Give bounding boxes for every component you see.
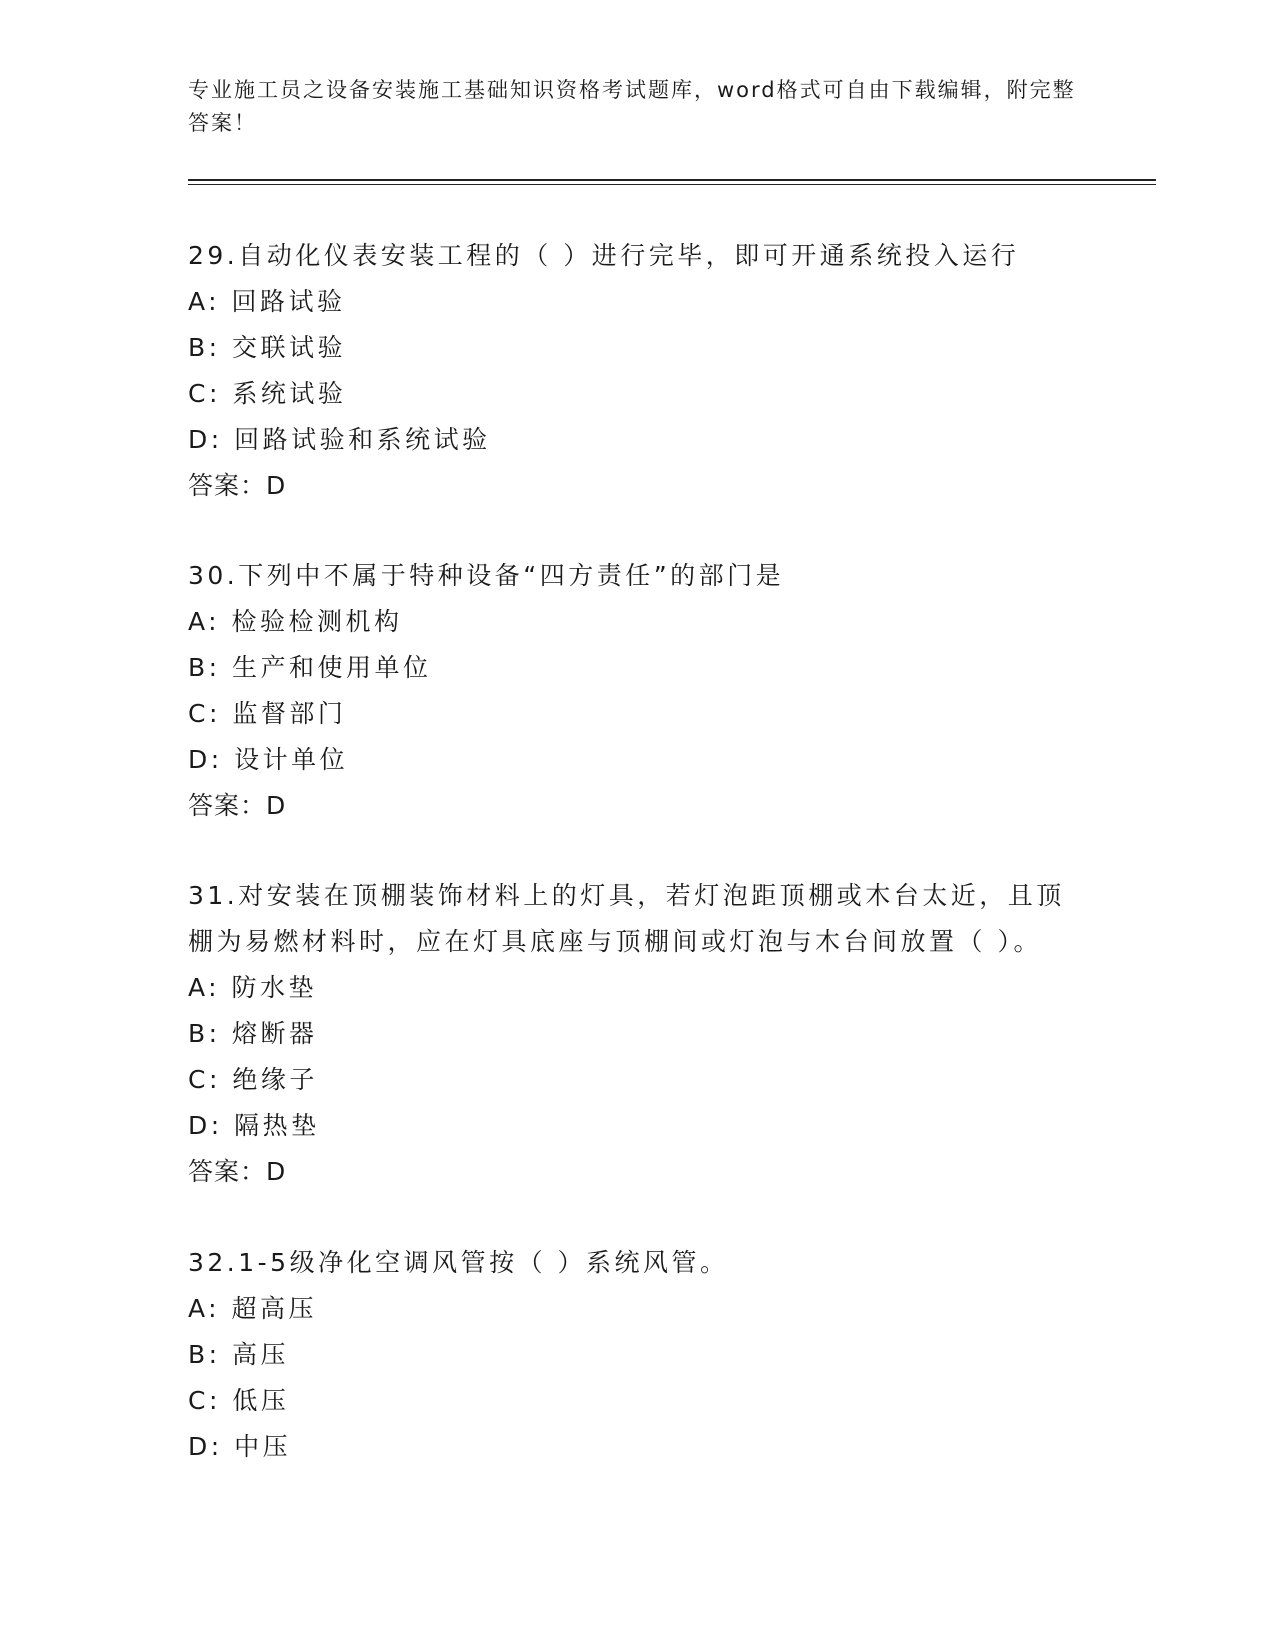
question-32 [188, 1240, 1088, 1470]
option-c: C: 绝缘子 [188, 1065, 318, 1094]
option-b: B: 生产和使用单位 [188, 653, 432, 682]
answer: 答案：D [188, 471, 287, 500]
option-c: C: 系统试验 [188, 379, 347, 408]
header-divider [188, 179, 1156, 185]
option-c: C: 监督部门 [188, 699, 347, 728]
question-29 [188, 233, 1088, 509]
question-stem: 32.1-5级净化空调风管按（ ）系统风管。 [188, 1248, 729, 1277]
option-d: D: 隔热垫 [188, 1111, 320, 1140]
answer: 答案：D [188, 1157, 287, 1186]
option-a: A: 防水垫 [188, 973, 318, 1002]
option-b: B: 交联试验 [188, 333, 347, 362]
answer: 答案：D [188, 791, 287, 820]
option-d: D: 回路试验和系统试验 [188, 425, 491, 454]
option-a: A: 检验检测机构 [188, 607, 403, 636]
question-stem: 30.下列中不属于特种设备“四方责任”的部门是 [188, 561, 785, 590]
option-c: C: 低压 [188, 1386, 290, 1415]
question-stem: 31.对安装在顶棚装饰材料上的灯具，若灯泡距顶棚或木台太近，且顶棚为易燃材料时，应在灯具底座与顶棚间或灯泡与木台间放置（ ）。 [188, 881, 1065, 956]
option-a: A: 超高压 [188, 1294, 318, 1323]
option-b: B: 高压 [188, 1340, 290, 1369]
option-d: D: 设计单位 [188, 745, 349, 774]
question-30 [188, 553, 1088, 829]
option-b: B: 熔断器 [188, 1019, 318, 1048]
question-stem: 29.自动化仪表安装工程的（ ）进行完毕，即可开通系统投入运行 [188, 241, 1020, 270]
option-a: A: 回路试验 [188, 287, 346, 316]
question-31 [188, 873, 1088, 1195]
document-header: 专业施工员之设备安装施工基础知识资格考试题库，word格式可自由下载编辑，附完整答案！ [188, 78, 1076, 135]
option-d: D: 中压 [188, 1432, 292, 1461]
